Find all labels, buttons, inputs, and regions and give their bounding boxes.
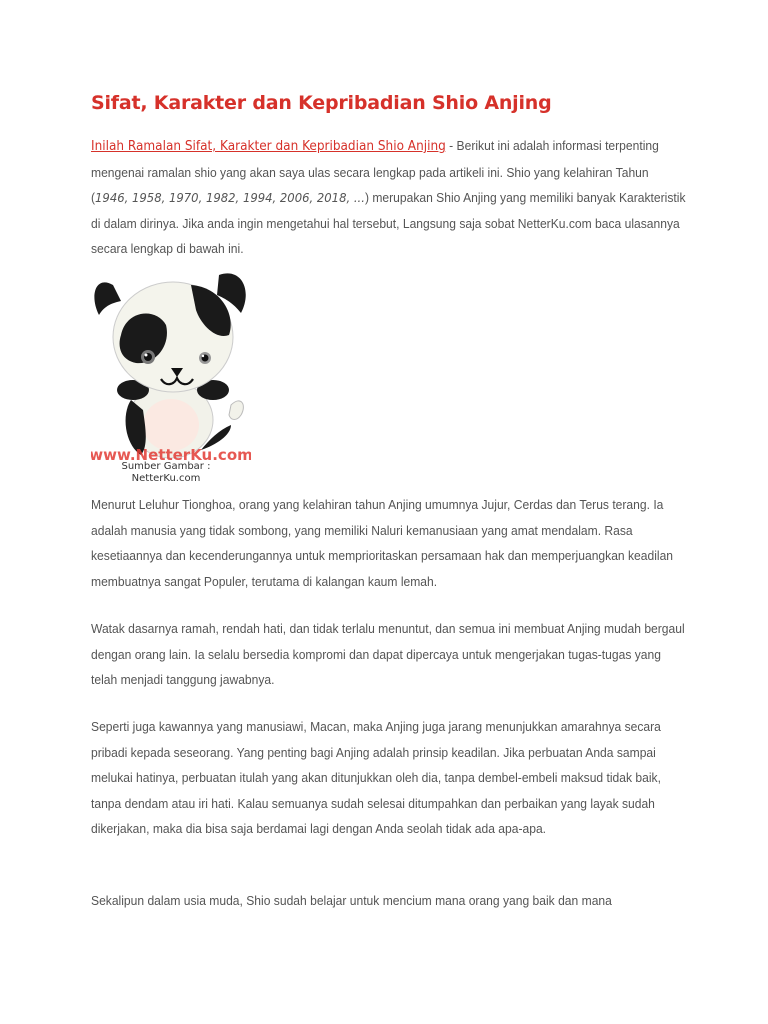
intro-text-end: ) merupakan Shio Anjing yang memiliki banyak Karakteristik di dalam dirinya. Jika anda ingin mengetahui hal tersebut, Langsung saja sobat NetterKu.com baca ulasannya secara lengkap di bawah ini.: [91, 190, 686, 257]
image-caption: Sumber Gambar : NetterKu.com: [121, 461, 211, 484]
svg-text:www.NetterKu.com: www.NetterKu.com: [91, 446, 251, 464]
page-title: Sifat, Karakter dan Kepribadian Shio Anjing: [91, 92, 552, 114]
paragraph-4: Sekalipun dalam usia muda, Shio sudah belajar untuk mencium mana orang yang baik dan mana: [91, 893, 612, 908]
intro-paragraph: [91, 133, 686, 262]
dog-illustration-icon: [91, 265, 251, 465]
article-link[interactable]: Inilah Ramalan Sifat, Karakter dan Kepribadian Shio Anjing: [91, 139, 446, 154]
paragraph-1: Menurut Leluhur Tionghoa, orang yang kelahiran tahun Anjing umumnya Jujur, Cerdas dan Terus terang. Ia adalah manusia yang tidak sombong, yang memiliki Naluri kemanusiaan yang amat mendalam. Rasa kesetiaannya dan kecenderungannya untuk memprioritaskan persamaan hak dan memperjuangkan keadilan membuatnya sangat Populer, terutama di kalangan kaum lemah.: [91, 497, 674, 589]
intro-text: - Berikut ini adalah informasi terpenting mengenai ramalan shio yang akan saya ulas secara lengkap pada artikeli ini. Shio yang kelahiran Tahun (: [91, 138, 659, 206]
paragraph-3: Seperti juga kawannya yang manusiawi, Macan, maka Anjing juga jarang menunjukkan amarahnya secara pribadi kepada seseorang. Yang penting bagi Anjing adalah prinsip keadilan. Jika perbuatan Anda sampai melukai hatinya, perbuatan itulah yang akan ditunjukkan oleh dia, tanpa dembel-embeli maksud tidak baik, tanpa dendam atau iri hati. Kalau semuanya sudah selesai ditumpahkan dan perbaikan yang layak sudah dikerjakan, maka dia bisa saja berdamai lagi dengan Anda seolah tidak ada apa-apa.: [91, 719, 661, 837]
dog-image: [91, 265, 251, 487]
years-list: 1946, 1958, 1970, 1982, 1994, 2006, 2018, ...: [95, 190, 365, 206]
paragraph-2: Watak dasarnya ramah, rendah hati, dan tidak terlalu menuntut, dan semua ini membuat Anjing mudah bergaul dengan orang lain. Ia selalu bersedia kompromi dan dapat dipercaya untuk mengerjakan tugas-tugas yang telah menjadi tanggung jawabnya.: [91, 621, 685, 688]
